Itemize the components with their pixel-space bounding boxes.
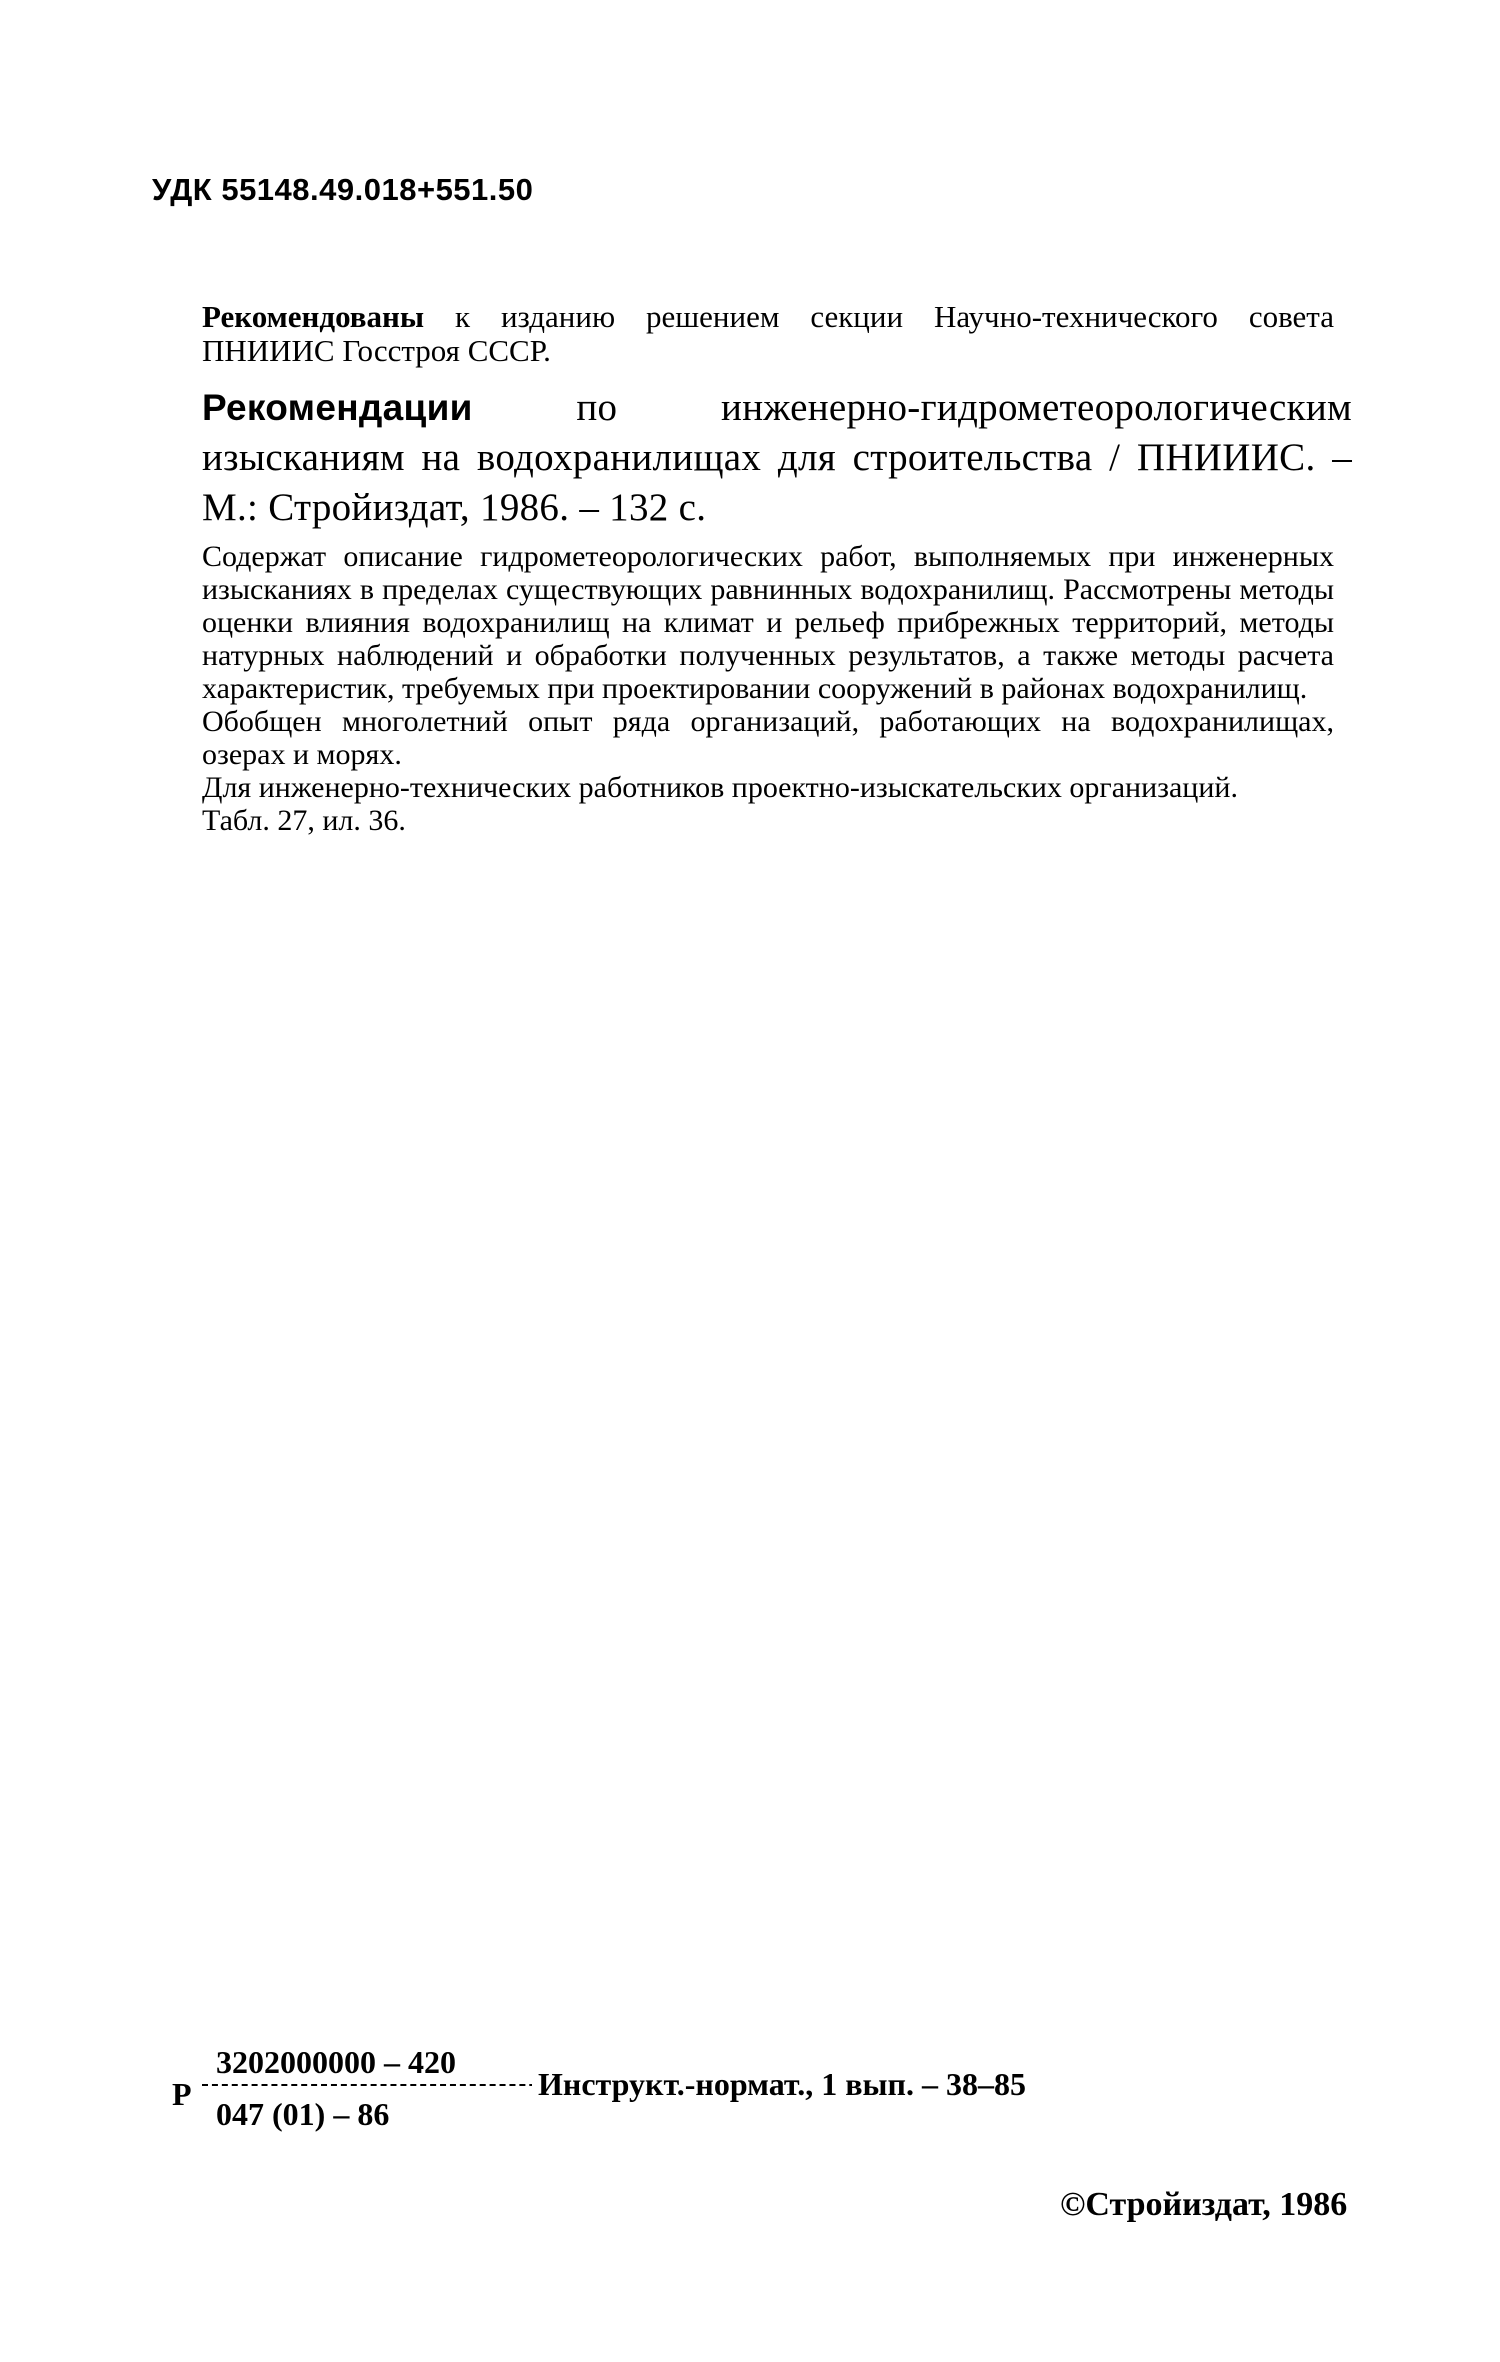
- bibliographic-citation: [202, 383, 1352, 533]
- index-classification: Инструкт.-нормат., 1 вып. – 38–85: [532, 2066, 1026, 2103]
- abstract: [202, 540, 1334, 837]
- index-denominator: 047 (01) – 86: [216, 2096, 390, 2132]
- tables-illustrations-count: Табл. 27, ил. 36.: [202, 804, 406, 837]
- abstract-paragraph: Обобщен многолетний опыт ряда организаций, работающих на водохранилищах, озерах и морях.: [202, 705, 1334, 771]
- abstract-paragraph: Содержат описание гидрометеорологических работ, выполняемых при инженерных изысканиях в пределах существующих равнинных водохранилищ. Рассмотрены методы оценки влияния водохранилищ на климат и рельеф прибрежных территорий, методы натурных наблюдений и обработки полученных результатов, а также методы расчета характеристик, требуемых при проектировании сооружений в районах водохранилищ.: [202, 540, 1334, 705]
- abstract-paragraph: Для инженерно-технических работников проектно-изыскательских организаций.: [202, 771, 1238, 804]
- udc-code: УДК 55148.49.018+551.50: [152, 172, 534, 207]
- approval-lead: Рекомендованы: [202, 299, 425, 334]
- index-numerator: 3202000000 – 420: [216, 2044, 456, 2080]
- approval-text: к изданию решением секции Научно-технического совета ПНИИИС Госстроя СССР.: [202, 299, 1334, 368]
- citation-title-lead: Рекомендации: [202, 387, 473, 428]
- copyright-notice: ©Стройиздат, 1986: [1060, 2186, 1348, 2223]
- citation-text: по инженерно-гидрометеорологическим изысканиям на водохранилищах для строительства / ПНИИИС. – М.: Стройиздат, 1986. – 132 с.: [202, 386, 1352, 529]
- approval-note: [202, 300, 1334, 368]
- publication-index-code: [172, 2036, 1372, 2156]
- index-letter: Р: [172, 2076, 192, 2112]
